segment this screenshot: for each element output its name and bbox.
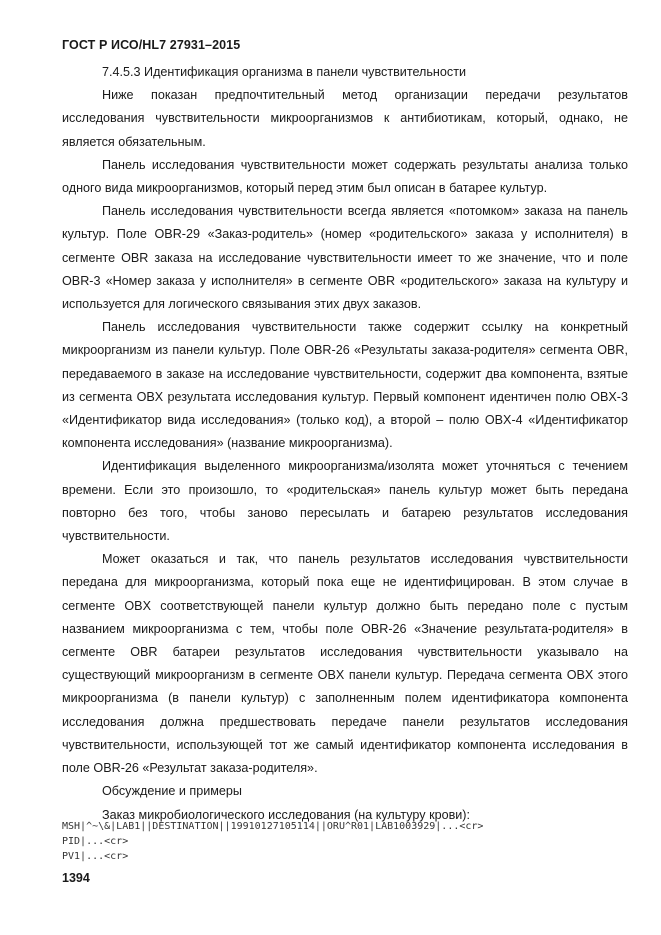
paragraph: Панель исследования чувствительности всегда является «потомком» заказа на панель культур. Поле OBR-29 «Заказ-родитель» (номер «родительского» заказа у исполнителя) в сегменте OBR заказа на исследование чувствительности имеет то же значение, что и поле OBR-3 «Номер заказа у исполнителя» в сегменте OBR «родительского» заказа на культуру и используется для логического связывания этих двух заказов.: [62, 204, 628, 312]
code-line: PV1|...<cr>: [62, 850, 129, 862]
page-body: [62, 61, 628, 827]
paragraph: Панель исследования чувствительности также содержит ссылку на конкретный микроорганизм из панели культур. Поле OBR-26 «Результаты заказа-родителя» сегмента OBR, передаваемого в заказе на исследование чувствительности, содержит два компонента, взятые из сегмента OBX результата исследования культур. Первый компонент идентичен полю OBX-3 «Идентификатор вида исследования» (только код), а второй – полю OBX-4 «Идентификатор компонента исследования» (название микроорганизма).: [62, 320, 628, 451]
hl7-code-block: [62, 820, 483, 864]
paragraph: Ниже показан предпочтительный метод организации передачи результатов исследования чувствительности микроорганизмов к антибиотикам, который, однако, не является обязательным.: [62, 88, 628, 149]
section-title: 7.4.5.3 Идентификация организма в панели чувствительности: [102, 65, 466, 79]
example-caption: Заказ микробиологического исследования (на культуру крови):: [102, 807, 471, 822]
code-line: MSH|^~\&|LAB1||DESTINATION||19910127105114||ORU^R01|LAB1003929|...<cr>: [62, 821, 484, 832]
standard-header: ГОСТ Р ИСО/HL7 27931–2015: [62, 38, 241, 52]
paragraph: Идентификация выделенного микроорганизма/изолята может уточняться с течением времени. Если это произошло, то «родительская» панель культур может быть передана повторно без того, чтобы заново пересылать и батарею результатов исследования чувствительности.: [62, 459, 628, 544]
paragraph: Панель исследования чувствительности может содержать результаты анализа только одного вида микроорганизмов, который перед этим был описан в батарее культур.: [62, 157, 628, 196]
page-number: 1394: [62, 871, 90, 885]
discussion-heading: Обсуждение и примеры: [102, 784, 242, 799]
paragraph: Может оказаться и так, что панель результатов исследования чувствительности передана для микроорганизма, который пока еще не идентифицирован. В этом случае в сегменте OBX соответствующей панели культур должно быть передано поле с пустым названием микроорганизма с тем, чтобы поле OBR-26 «Значение результата-родителя» в сегменте OBR батареи результатов исследования чувствительности указывало на существующий микроорганизм в сегменте OBX панели культур. Передача сегмента OBX этого микроорганизма (в панели культур) с заполненным полем идентификатора компонента исследования должна предшествовать передаче панели результатов исследования чувствительности, использующей тот же самый идентификатор компонента исследования в поле OBR-26 «Результат заказа-родителя».: [62, 552, 628, 776]
code-line: PID|...<cr>: [62, 835, 129, 847]
